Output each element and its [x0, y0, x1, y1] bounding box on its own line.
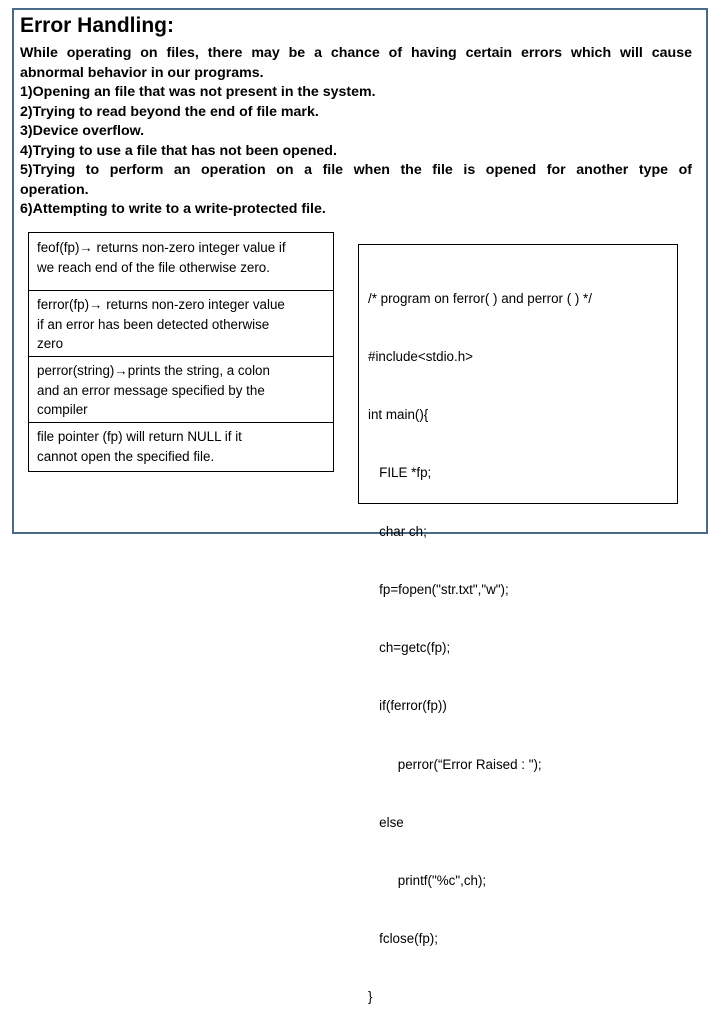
function-name: feof(fp)	[37, 240, 80, 255]
code-line: if(ferror(fp))	[368, 698, 447, 714]
code-line: }	[368, 989, 373, 1005]
code-line: fp=fopen("str.txt","w");	[368, 581, 509, 597]
error-item-6: 6)Attempting to write to a write-protected file.	[20, 201, 326, 217]
perror-description: perror(string)→prints the string, a colon and an error message specified by the compiler	[37, 363, 270, 417]
error-item-3: 3)Device overflow.	[20, 123, 145, 139]
slide-title: Error Handling:	[20, 14, 175, 37]
error-item-2: 2)Trying to read beyond the end of file mark.	[20, 103, 319, 120]
code-line: #include<stdio.h>	[368, 349, 473, 365]
divider	[29, 422, 333, 423]
arrow-icon: →	[89, 297, 103, 312]
code-line: printf("%c",ch);	[368, 873, 487, 888]
arrow-icon: →	[114, 363, 128, 378]
intro-text	[20, 44, 692, 220]
function-name: perror(string)	[37, 363, 115, 378]
error-item-4: 4)Trying to use a file that has not been opened.	[20, 142, 337, 159]
feof-description: feof(fp)→ returns non-zero integer value if we reach end of the file otherwise zero.	[37, 240, 286, 275]
code-line: int main(){	[368, 407, 429, 423]
intro-line-1: While operating on files, there may be a chance of having certain errors which will cause	[20, 45, 692, 61]
divider	[29, 290, 333, 291]
code-line: perror(“Error Raised : ");	[368, 756, 542, 772]
code-line: else	[368, 814, 404, 830]
code-listing	[368, 250, 592, 1026]
error-item-5-line-2: operation.	[20, 181, 89, 198]
code-line: char ch;	[368, 523, 427, 539]
code-box-top-border	[359, 244, 677, 245]
code-line: FILE *fp;	[368, 465, 432, 481]
null-pointer-description: file pointer (fp) will return NULL if it cannot open the specified file.	[37, 429, 242, 464]
arrow-icon: →	[79, 240, 93, 255]
ferror-description: ferror(fp)→ returns non-zero integer value if an error has been detected otherwise zero	[37, 297, 285, 351]
function-name: ferror(fp)	[37, 297, 90, 312]
intro-line-2: abnormal behavior in our programs.	[20, 64, 264, 81]
error-item-5-line-1: 5)Trying to perform an operation on a file when the file is opened for another type of	[20, 162, 692, 178]
code-line: /* program on ferror( ) and perror ( ) */	[368, 290, 592, 306]
code-line: ch=getc(fp);	[368, 640, 451, 656]
code-line: fclose(fp);	[368, 931, 438, 947]
functions-box	[28, 232, 334, 472]
divider	[29, 356, 333, 357]
error-item-1: 1)Opening an file that was not present in the system.	[20, 84, 376, 100]
